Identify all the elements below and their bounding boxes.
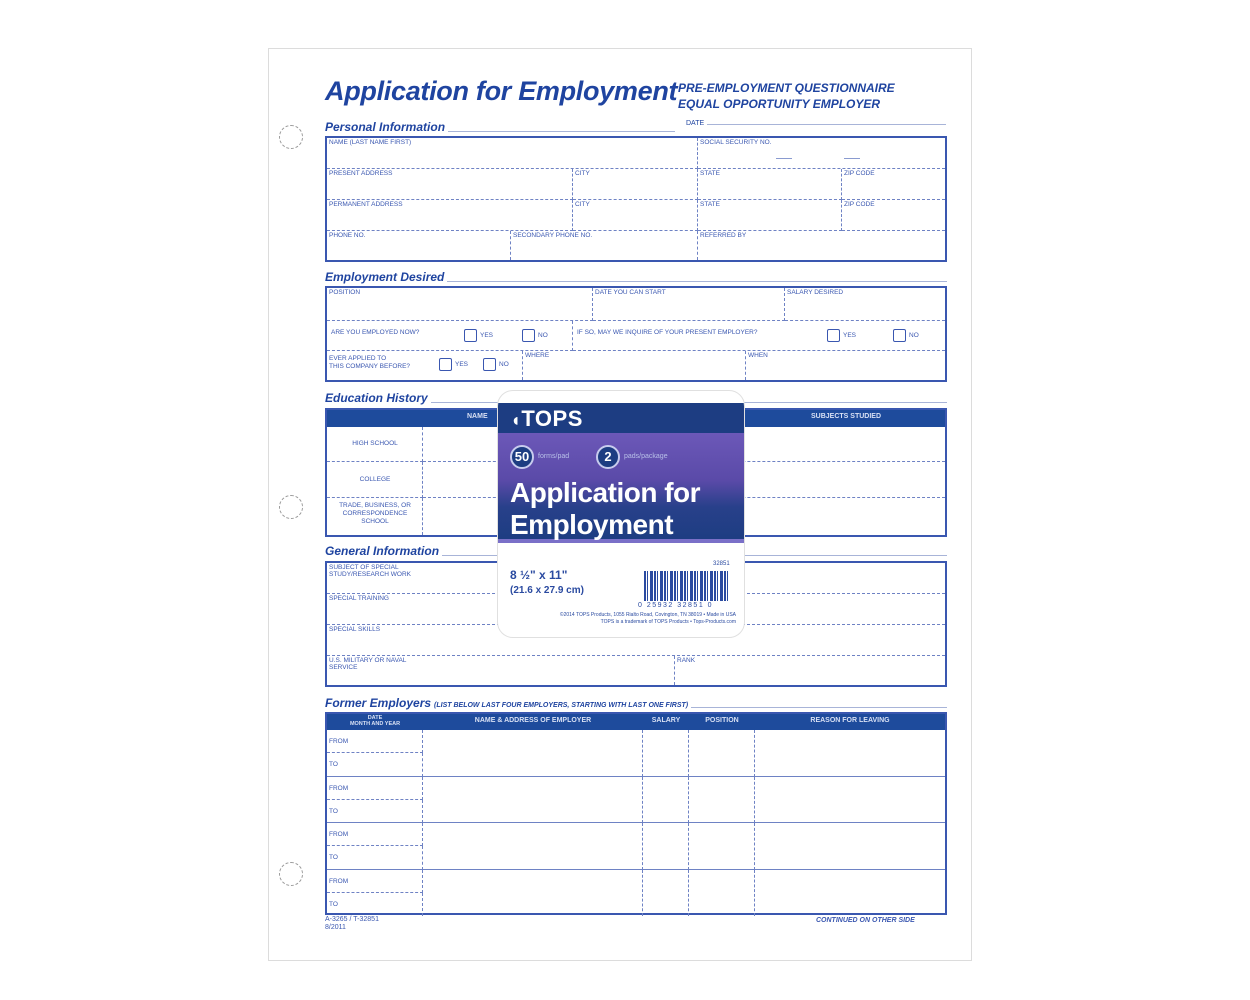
- col-reason: REASON FOR LEAVING: [810, 717, 890, 724]
- from-date-field[interactable]: FROM: [327, 870, 423, 893]
- ssn-field[interactable]: SOCIAL SECURITY NO.: [698, 138, 945, 169]
- section-personal: [325, 120, 675, 134]
- to-date-field[interactable]: TO: [327, 753, 423, 777]
- position-field[interactable]: [689, 870, 755, 917]
- section-heading: Personal Information: [325, 120, 446, 134]
- employment-desired-box: [325, 286, 947, 382]
- applied-before-row: EVER APPLIED TO THIS COMPANY BEFORE? YES NO: [327, 351, 523, 380]
- punch-hole: [279, 862, 303, 886]
- to-date-field[interactable]: TO: [327, 800, 423, 824]
- section-former-employers: [325, 696, 947, 710]
- employed-now-row: ARE YOU EMPLOYED NOW? YES NO: [327, 321, 573, 351]
- former-employers-header: [327, 714, 945, 730]
- punch-hole: [279, 495, 303, 519]
- present-zip-field[interactable]: ZIP CODE: [842, 169, 945, 200]
- phone-field[interactable]: PHONE NO.: [327, 231, 511, 260]
- inquire-yes-checkbox[interactable]: [827, 329, 840, 342]
- continued-note: CONTINUED ON OTHER SIDE: [816, 917, 915, 924]
- reason-field[interactable]: [755, 730, 945, 777]
- education-row-label: TRADE, BUSINESS, OR CORRESPONDENCE SCHOOL: [327, 498, 423, 535]
- employed-now-no-checkbox[interactable]: [522, 329, 535, 342]
- permanent-address-field[interactable]: PERMANENT ADDRESS: [327, 200, 573, 231]
- section-employment: [325, 270, 947, 284]
- date-field[interactable]: [686, 120, 946, 127]
- personal-info-box: [325, 136, 947, 262]
- barcode-digits: 0 25932 32851 0: [638, 602, 714, 609]
- inquire-no-checkbox[interactable]: [893, 329, 906, 342]
- salary-field[interactable]: [643, 777, 689, 824]
- reason-field[interactable]: [755, 870, 945, 917]
- col-position: POSITION: [705, 717, 739, 724]
- employed-now-yes-checkbox[interactable]: [464, 329, 477, 342]
- education-row-label: COLLEGE: [327, 462, 423, 498]
- col-salary: SALARY: [651, 717, 681, 724]
- section-heading: Education History: [325, 391, 428, 405]
- from-date-field[interactable]: FROM: [327, 823, 423, 846]
- secondary-phone-field[interactable]: SECONDARY PHONE NO.: [511, 231, 698, 260]
- date-start-field[interactable]: DATE YOU CAN START: [593, 288, 785, 321]
- present-state-field[interactable]: STATE: [698, 169, 842, 200]
- employer-field[interactable]: [423, 870, 643, 917]
- employed-now-label: ARE YOU EMPLOYED NOW?: [331, 329, 420, 336]
- form-subtitle: [678, 80, 895, 112]
- salary-field[interactable]: [643, 730, 689, 777]
- military-field[interactable]: U.S. MILITARY OR NAVAL SERVICE: [327, 656, 675, 685]
- section-heading: Former Employers: [325, 696, 432, 710]
- col-employer: NAME & ADDRESS OF EMPLOYER: [474, 717, 592, 724]
- col-date: DATE MONTH AND YEAR: [349, 715, 401, 727]
- label-fine-print: ©2014 TOPS Products, 1055 Rialto Road, Covington, TN 38019 • Made in USA TOPS is a trademark of TOPS Products • Tops-Products.com: [559, 612, 736, 625]
- present-address-field[interactable]: PRESENT ADDRESS: [327, 169, 573, 200]
- tops-logo: ◖TOPS: [510, 406, 583, 431]
- product-label: [497, 390, 745, 638]
- employer-field[interactable]: [423, 823, 643, 870]
- education-row-label: HIGH SCHOOL: [327, 427, 423, 462]
- applied-before-yes-checkbox[interactable]: [439, 358, 452, 371]
- position-field[interactable]: [689, 777, 755, 824]
- date-label: DATE: [686, 120, 705, 127]
- salary-field[interactable]: [643, 870, 689, 917]
- col-subjects: SUBJECTS STUDIED: [810, 413, 881, 420]
- from-date-field[interactable]: FROM: [327, 777, 423, 800]
- position-field[interactable]: [689, 730, 755, 777]
- col-name: NAME: [467, 413, 488, 420]
- former-employers-note: (LIST BELOW LAST FOUR EMPLOYERS, STARTING WITH LAST ONE FIRST): [434, 702, 689, 709]
- former-employers-table: [325, 712, 947, 915]
- pads-per-package-text: pads/package: [624, 453, 668, 460]
- form-title: Application for Employment: [325, 76, 678, 106]
- special-training-field[interactable]: SPECIAL TRAINING: [327, 594, 945, 625]
- item-number: 32851: [713, 561, 730, 567]
- where-field[interactable]: WHERE: [523, 351, 746, 380]
- forms-per-pad-badge: 50: [510, 445, 534, 469]
- employer-field[interactable]: [423, 777, 643, 824]
- special-skills-field[interactable]: SPECIAL SKILLS: [327, 625, 945, 656]
- label-size: 8 ½" x 11" (21.6 x 27.9 cm): [510, 568, 584, 596]
- reason-field[interactable]: [755, 823, 945, 870]
- to-date-field[interactable]: TO: [327, 846, 423, 870]
- barcode: [644, 571, 730, 601]
- section-heading: General Information: [325, 544, 440, 558]
- applied-before-no-checkbox[interactable]: [483, 358, 496, 371]
- rank-field[interactable]: RANK: [677, 657, 696, 664]
- pads-per-package-badge: 2: [596, 445, 620, 469]
- present-city-field[interactable]: CITY: [573, 169, 698, 200]
- permanent-city-field[interactable]: CITY: [573, 200, 698, 231]
- special-study-field[interactable]: SUBJECT OF SPECIAL STUDY/RESEARCH WORK: [327, 563, 945, 594]
- position-field[interactable]: POSITION: [327, 288, 593, 321]
- tops-logo-icon: ◖: [510, 410, 522, 430]
- forms-per-pad-text: forms/pad: [538, 453, 570, 460]
- to-date-field[interactable]: TO: [327, 893, 423, 917]
- salary-desired-field[interactable]: SALARY DESIRED: [785, 288, 945, 321]
- permanent-zip-field[interactable]: ZIP CODE: [842, 200, 945, 231]
- inquire-label: IF SO, MAY WE INQUIRE OF YOUR PRESENT EMPLOYER?: [577, 329, 758, 336]
- name-field[interactable]: NAME (LAST NAME FIRST): [327, 138, 698, 169]
- referred-by-field[interactable]: REFERRED BY: [700, 232, 747, 239]
- inquire-row: IF SO, MAY WE INQUIRE OF YOUR PRESENT EMPLOYER? YES NO: [573, 321, 945, 351]
- permanent-state-field[interactable]: STATE: [698, 200, 842, 231]
- when-field[interactable]: WHEN: [748, 352, 768, 359]
- employer-field[interactable]: [423, 730, 643, 777]
- section-heading: Employment Desired: [325, 270, 445, 284]
- position-field[interactable]: [689, 823, 755, 870]
- reason-field[interactable]: [755, 777, 945, 824]
- salary-field[interactable]: [643, 823, 689, 870]
- label-title: Application for Employment: [510, 477, 701, 540]
- form-code: A-3265 / T-32851 8/2011: [325, 916, 379, 931]
- from-date-field[interactable]: FROM: [327, 730, 423, 753]
- punch-hole: [279, 125, 303, 149]
- subtitle-line: EQUAL OPPORTUNITY EMPLOYER: [678, 97, 881, 111]
- subtitle-line: PRE-EMPLOYMENT QUESTIONNAIRE: [678, 81, 895, 95]
